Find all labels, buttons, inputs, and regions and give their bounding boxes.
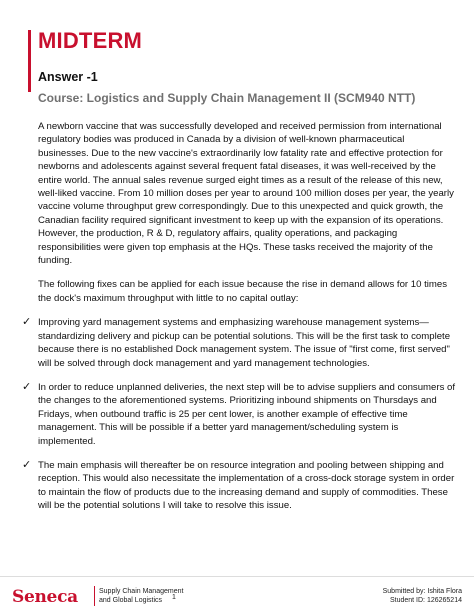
answer-heading: Answer -1 (38, 70, 98, 84)
paragraph-intro: A newborn vaccine that was successfully developed and received permission from international regulatory bodies was produced in Canada by a division of well-known pharmaceutical businesses. Due to the new vaccine's extraordinarily low fatality rate and effective protection for newborns and adolescents against several frequent fatal diseases, it was well-received by the entire world. The annual sales revenue surged eight times as a result of the release of this new, well-liked vaccine. From 10 million doses per year to around 100 million doses per year, the yearly vaccine volume throughput grew correspondingly. Due to this unexpected and quick growth, the Canadian facility required significant investment to keep up with the expansion of its operations. However, the production, R & D, regulatory affairs, quality operations, and packaging responsibilities were given top emphasis at the HQs. These tasks received the majority of the funding. (38, 121, 454, 267)
list-item (22, 316, 456, 370)
check-mark-icon: ✓ (22, 380, 32, 393)
check-mark-icon: ✓ (22, 458, 32, 471)
course-subtitle: Course: Logistics and Supply Chain Management II (SCM940 NTT) (38, 91, 416, 105)
paragraph-fixes: The following fixes can be applied for each issue because the rise in demand allows for 10 times the dock's maximum throughput with little to no capital outlay: (38, 279, 448, 304)
page-title: MIDTERM (38, 28, 143, 53)
list-item-text: In order to reduce unplanned deliveries, the next step will be to advise suppliers and consumers of the changes to the aforementioned systems. Prioritizing inbound shipments on Thursdays and Fridays, when outbound traffic is 25 per cent lower, is another example of effective time management. This will be possible if a better yard management/scheduling system is implemented. (38, 381, 456, 447)
footer-course-line2: and Global Logistics (99, 597, 163, 604)
footer-course-name (99, 587, 183, 605)
list-item (22, 380, 456, 448)
footer-divider-line (0, 576, 474, 577)
student-id: Student ID: 126265214 (389, 597, 462, 604)
submitted-by: Submitted by: Ishita Flora (382, 588, 462, 595)
list-item-text: The main emphasis will thereafter be on resource integration and pooling between shipping and reception. This would also necessitate the implementation of a cross-dock storage system in order to maintain the flow of products due to the increasing demand and supply of commodities. These will be the potential solutions I will take to resolve this issue. (38, 459, 455, 512)
seneca-logo: Seneca (12, 587, 78, 607)
list-item-text: Improving yard management systems and emphasizing warehouse management systems—standardizing delivery and pickup can be potential solutions. This will be the first task to complete because there is no established Dock management system. The issue of "first come, first served" will be solved through dock management and yard management technologies. (38, 317, 451, 369)
title-accent-bar (28, 30, 31, 92)
solution-list (22, 316, 456, 512)
list-item (22, 458, 456, 513)
document-body (22, 120, 456, 524)
check-mark-icon: ✓ (22, 316, 32, 329)
submission-info (383, 587, 462, 605)
footer-course-line1: Supply Chain Management (99, 588, 184, 595)
footer-vertical-divider (94, 586, 95, 606)
page-number: 1 (172, 594, 176, 601)
